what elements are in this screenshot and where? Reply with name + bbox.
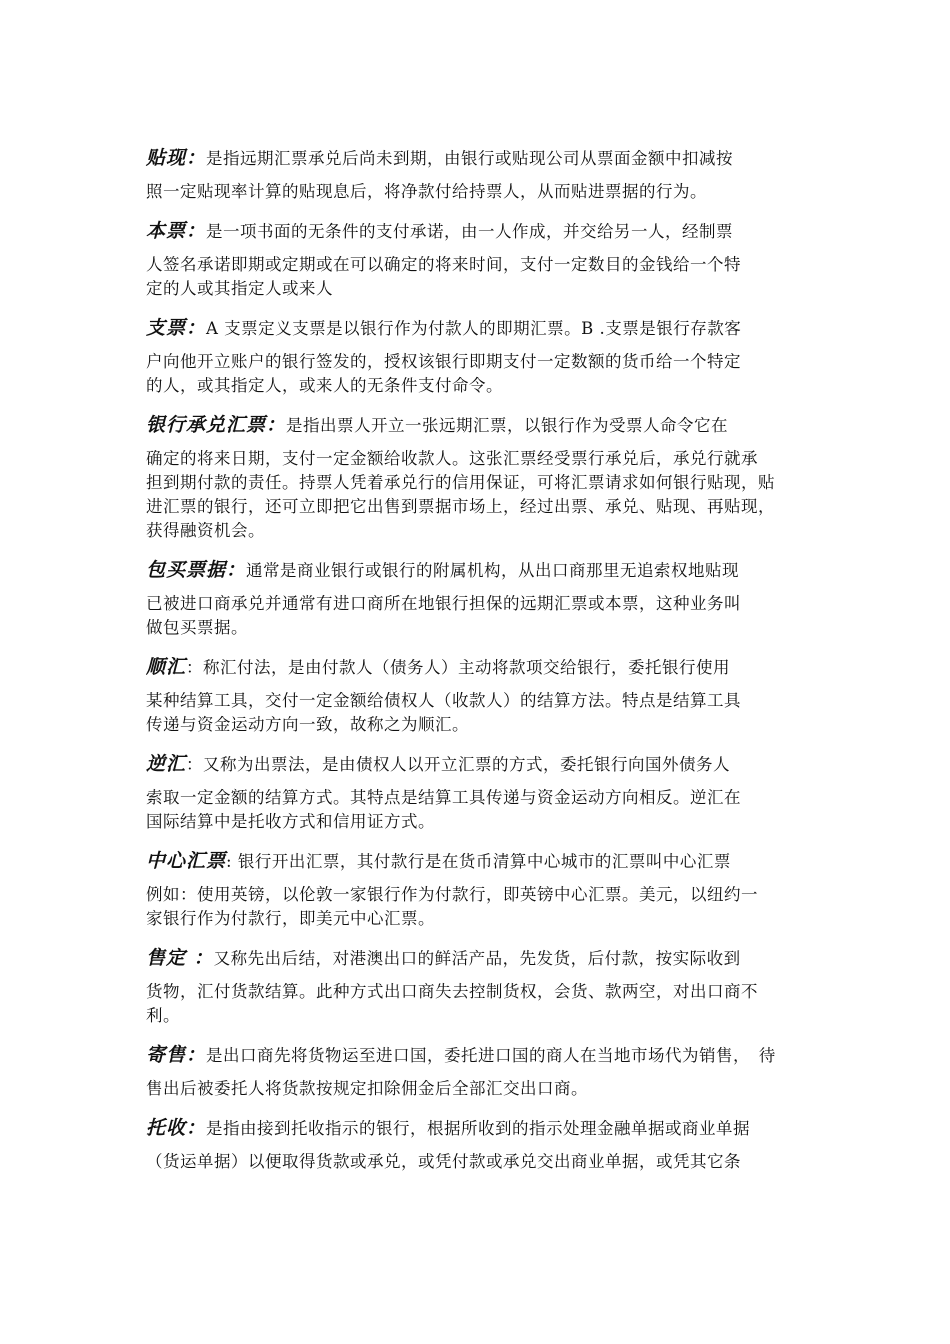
definition-text: 定的人或其指定人或来人 [146,279,333,298]
definition-text: 传递与资金运动方向一致，故称之为顺汇。 [146,715,469,734]
term-heading: 寄售： [146,1044,207,1066]
entry-first-line [146,655,822,680]
document-page [146,146,822,1174]
term-heading: 本票： [146,220,207,242]
definition-text: 售出后被委托人将货款按规定扣除佣金后全部汇交出口商。 [146,1079,588,1098]
definition-text: 又称先出后结，对港澳出口的鲜活产品，先发货，后付款，按实际收到 [213,949,741,968]
entry-first-line [146,146,822,171]
definition-text: （货运单据）以便取得货款或承兑，或凭付款或承兑交出商业单据，或凭其它条 [146,1152,741,1171]
definition-text: ：称汇付法，是由付款人（债务人）主动将款项交给银行，委托银行使用 [186,658,731,677]
definition-text: 家银行作为付款行，即美元中心汇票。 [146,909,435,928]
definition-text: 是出口商先将货物运至进口国，委托进口国的商人在当地市场代为销售， 待 [206,1046,776,1065]
entry-first-line [146,558,822,583]
definition-text: 的人，或其指定人，或来人的无条件支付命令。 [146,376,503,395]
term-heading: 包买票据： [146,559,247,581]
entry-first-line [146,413,822,438]
entry-forfaiting [146,558,822,640]
entry-cheque [146,316,822,398]
entry-first-line [146,946,822,971]
entry-bank-acceptance-bill [146,413,822,543]
definition-text: 做包买票据。 [146,618,248,637]
definition-text: 是指出票人开立一张远期汇票，以银行作为受票人命令它在 [286,416,729,435]
definition-text: 已被进口商承兑并通常有进口商所在地银行担保的远期汇票或本票，这种业务叫 [146,594,741,613]
definition-text: 户向他开立账户的银行签发的，授权该银行即期支付一定数额的货币给一个特定 [146,352,741,371]
entry-first-line [146,849,822,874]
definition-text: 照一定贴现率计算的贴现息后，将净款付给持票人，从而贴进票据的行为。 [146,182,707,201]
definition-text: 确定的将来日期，支付一定金额给收款人。这张汇票经受票行承兑后，承兑行就承 [146,449,758,468]
entry-first-line [146,1116,822,1141]
entry-first-line [146,316,822,341]
term-heading: 逆汇 [146,753,187,775]
definition-text: A 支票定义支票是以银行作为付款人的即期汇票。B .支票是银行存款客 [206,319,742,338]
entry-remittance [146,655,822,737]
entry-discount [146,146,822,204]
definition-text: 进汇票的银行，还可立即把它出售到票据市场上，经过出票、承兑、贴现、再贴现， [146,497,775,516]
entry-outright-sale [146,946,822,1028]
term-heading: 支票： [146,317,207,339]
term-heading: 顺汇 [146,656,187,678]
definition-text: 是一项书面的无条件的支付承诺，由一人作成，并交给另一人，经制票 [206,222,734,241]
definition-text: ：又称为出票法，是由债权人以开立汇票的方式，委托银行向国外债务人 [186,755,731,774]
definition-text: 担到期付款的责任。持票人凭着承兑行的信用保证，可将汇票请求如何银行贴现，贴 [146,473,775,492]
entry-first-line [146,1043,822,1068]
definition-text: 索取一定金额的结算方式。其特点是结算工具传递与资金运动方向相反。逆汇在 [146,788,741,807]
definition-text: 某种结算工具，交付一定金额给债权人（收款人）的结算方法。特点是结算工具 [146,691,741,710]
entry-collection [146,1116,822,1174]
entry-central-bill [146,849,822,931]
term-heading: 中心汇票 [146,850,227,872]
definition-text: 国际结算中是托收方式和信用证方式。 [146,812,435,831]
entry-promissory-note [146,219,822,301]
definition-text: 通常是商业银行或银行的附属机构，从出口商那里无追索权地贴现 [246,561,740,580]
entry-first-line [146,752,822,777]
term-heading: 售定 ： [146,947,214,969]
definition-text: 是指由接到托收指示的银行，根据所收到的指示处理金融单据或商业单据 [206,1119,751,1138]
term-heading: 银行承兑汇票： [146,414,287,436]
definition-text: 获得融资机会。 [146,521,265,540]
term-heading: 贴现： [146,147,207,169]
term-heading: 托收： [146,1117,207,1139]
definition-text: 人签名承诺即期或定期或在可以确定的将来时间，支付一定数目的金钱给一个特 [146,255,741,274]
definition-text: 是指远期汇票承兑后尚未到期，由银行或贴现公司从票面金额中扣减按 [206,149,734,168]
definition-text: 例如：使用英镑，以伦敦一家银行作为付款行，即英镑中心汇票。美元，以纽约一 [146,885,758,904]
definition-text: 货物，汇付货款结算。此种方式出口商失去控制货权，会货、款两空，对出口商不 [146,982,758,1001]
entry-consignment [146,1043,822,1101]
definition-text: 利。 [146,1006,180,1025]
entry-first-line [146,219,822,244]
definition-text: : 银行开出汇票，其付款行是在货币清算中心城市的汇票叫中心汇票 [226,852,731,871]
entry-reverse-remittance [146,752,822,834]
